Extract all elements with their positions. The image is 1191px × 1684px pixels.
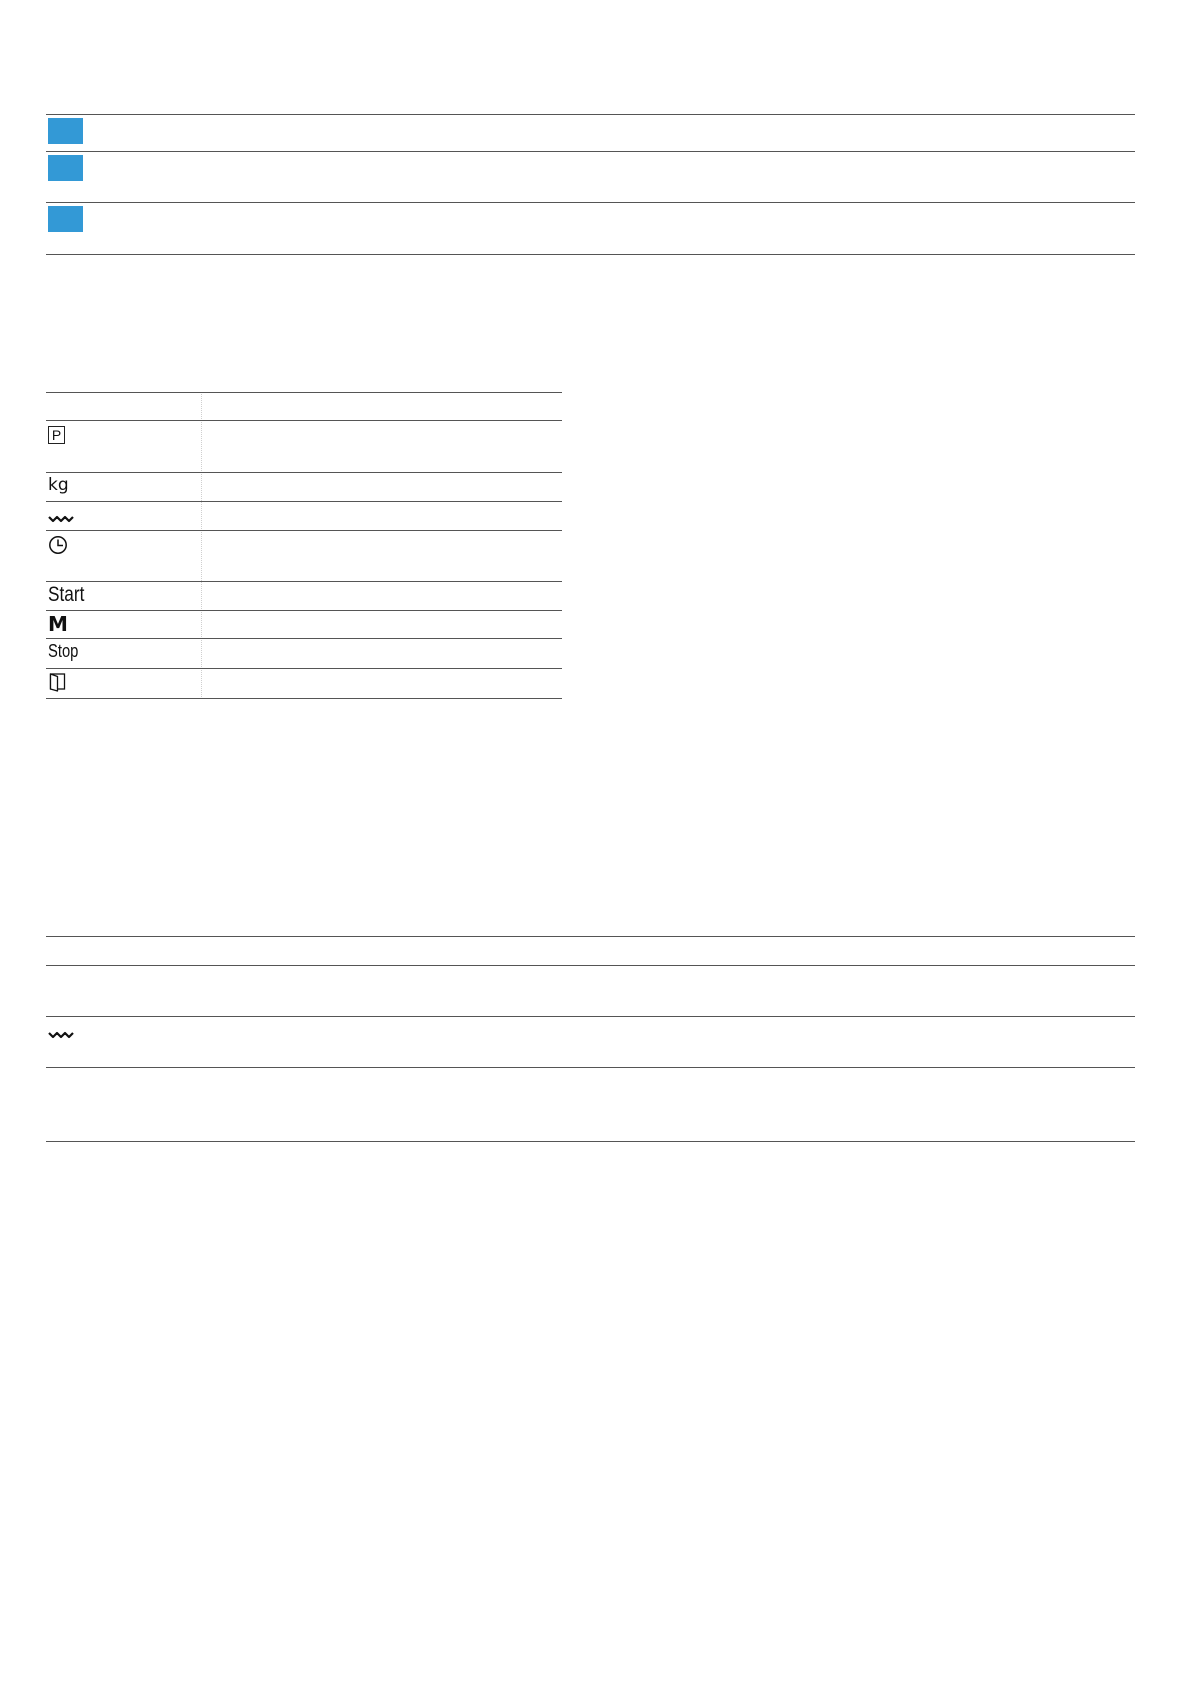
table-rule xyxy=(46,638,562,639)
door-icon xyxy=(48,672,68,692)
table-rule xyxy=(46,1067,1135,1068)
table-rule xyxy=(46,501,562,502)
table-rule xyxy=(46,151,1135,152)
table-rule xyxy=(46,420,562,421)
table-rule xyxy=(46,581,562,582)
start-icon: Start xyxy=(48,583,85,606)
stop-icon: Stop xyxy=(48,641,79,661)
blue-marker xyxy=(48,206,83,232)
table-rule xyxy=(46,530,562,531)
table-rule xyxy=(46,610,562,611)
blue-marker xyxy=(48,155,83,181)
m-icon: M xyxy=(48,612,68,636)
column-separator xyxy=(201,392,202,699)
blue-marker xyxy=(48,118,83,144)
program-icon: P xyxy=(48,426,65,444)
table-rule xyxy=(46,936,1135,937)
table-rule xyxy=(46,254,1135,255)
table-rule xyxy=(46,1016,1135,1017)
table-rule xyxy=(46,668,562,669)
table-rule xyxy=(46,472,562,473)
table-rule xyxy=(46,202,1135,203)
kg-icon: kg xyxy=(48,475,69,495)
wave-icon xyxy=(48,515,74,523)
table-rule xyxy=(46,114,1135,115)
clock-icon xyxy=(48,535,68,555)
table-rule xyxy=(46,965,1135,966)
table-rule xyxy=(46,698,562,699)
table-rule xyxy=(46,1141,1135,1142)
wave-icon xyxy=(48,1031,74,1039)
table-rule xyxy=(46,392,562,393)
